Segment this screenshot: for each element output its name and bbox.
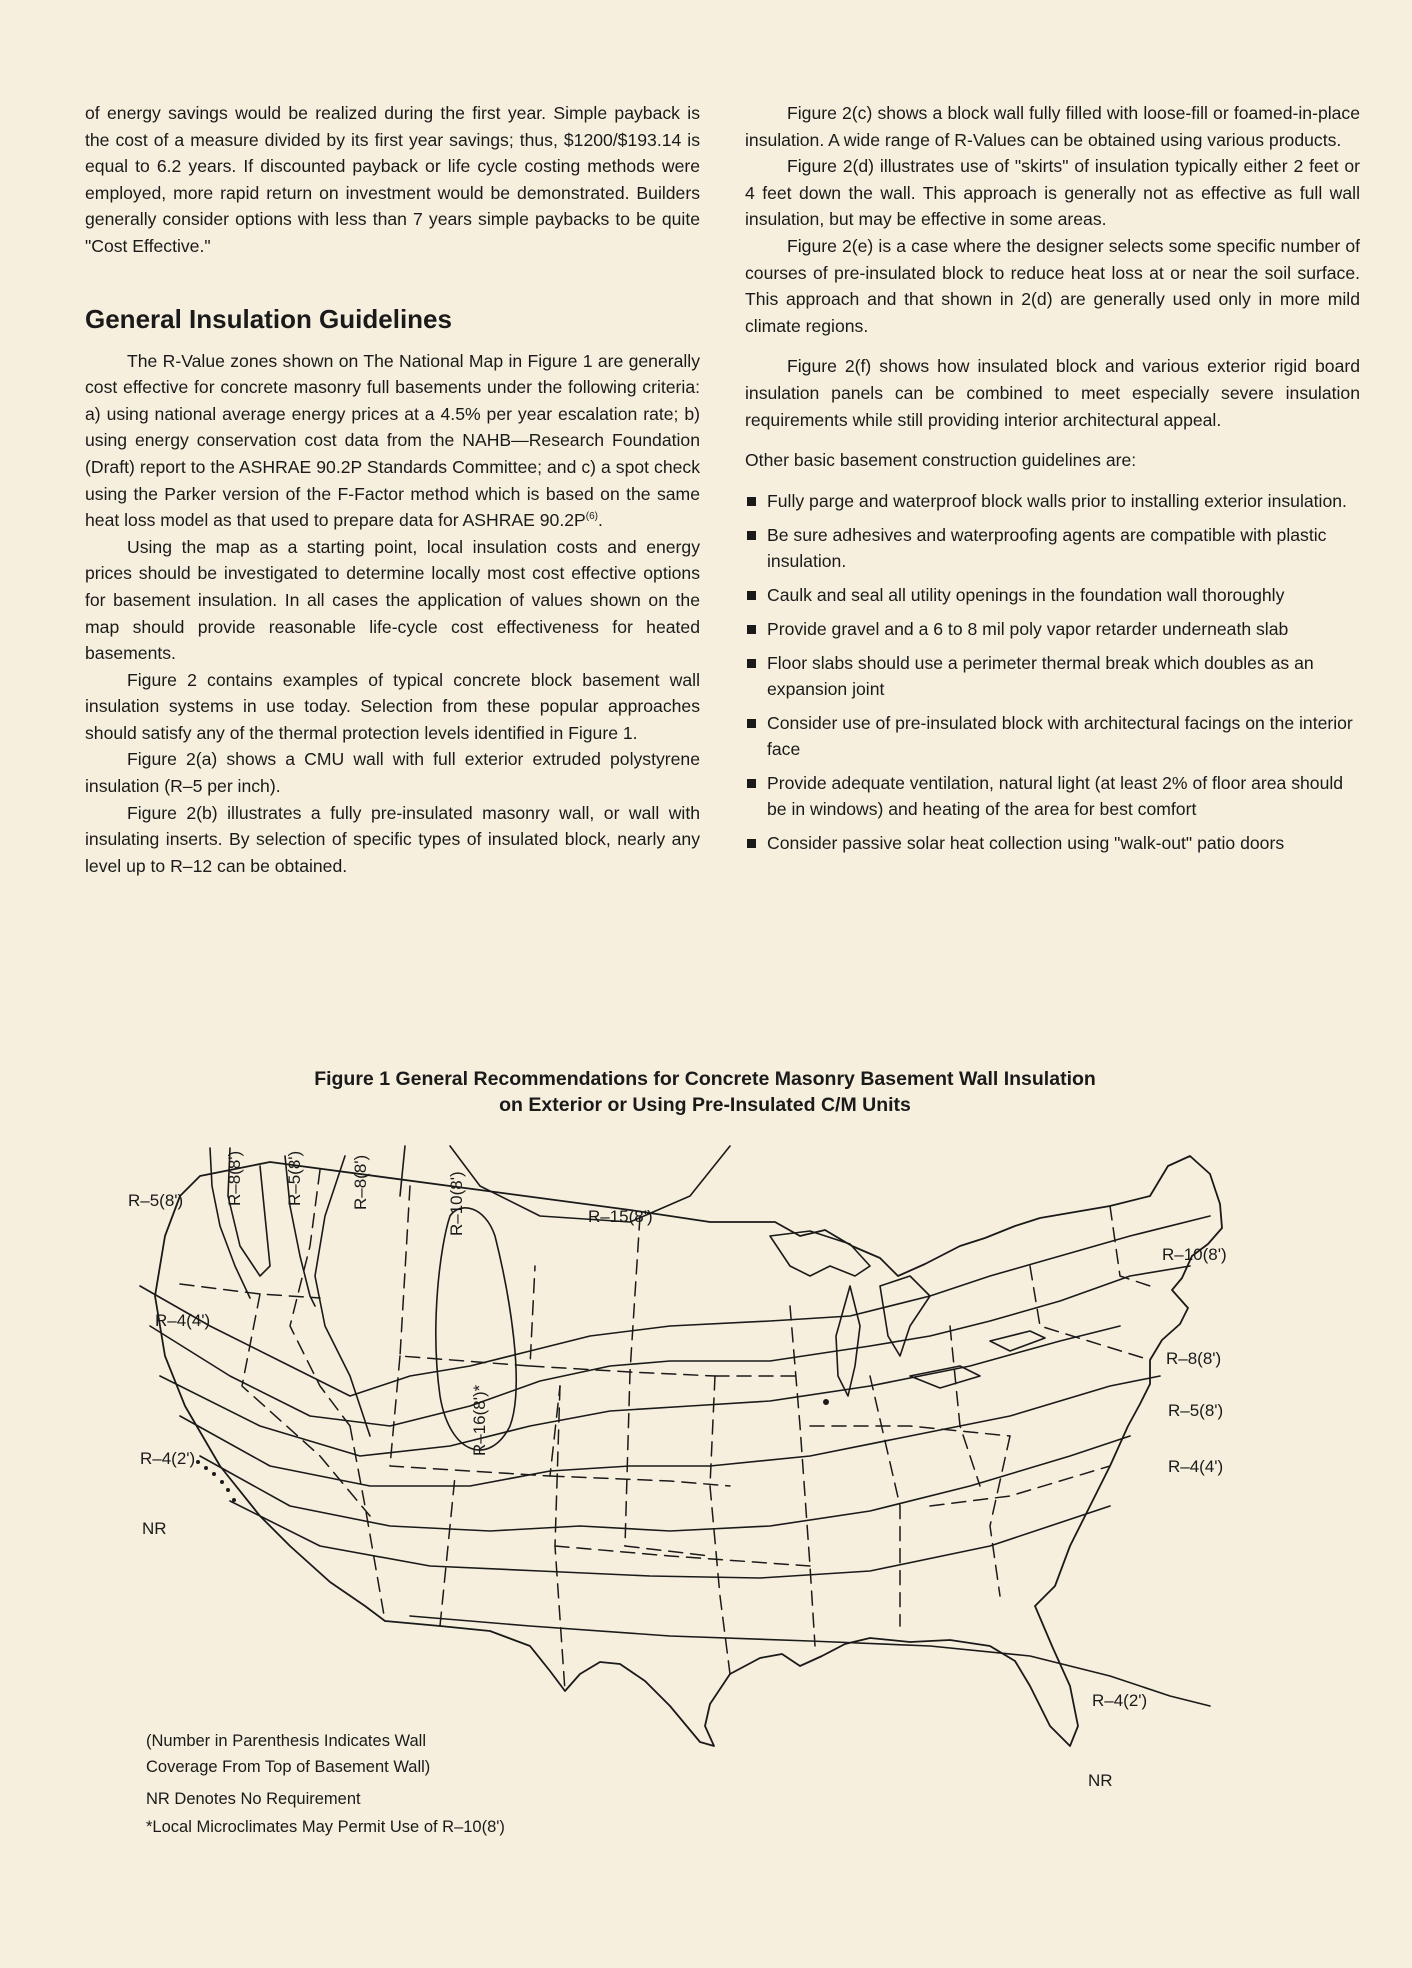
zone-label-r10-8-ne: R–10(8') xyxy=(1162,1245,1227,1264)
left-column xyxy=(85,100,700,879)
paragraph-figure-2c: Figure 2(c) shows a block wall fully filled with loose-fill or foamed-in-place insulation. A wide range of R-Values can be obtained using various products. xyxy=(745,103,1360,150)
bullet-square-icon xyxy=(747,591,756,600)
zone-label-r8-8-b: R–8(8') xyxy=(351,1154,370,1210)
intro-paragraph: of energy savings would be realized during the first year. Simple payback is the cost of a measure divided by its first year savings; thus, $1200/$193.14 is equal to 6.2 years. If discounted payback or life cycle costing methods were employed, more rapid return on investment would be demonstrated. Builders generally consider options with less than 7 years simple paybacks to be quite "Cost Effective." xyxy=(85,103,700,256)
bullet-square-icon xyxy=(747,659,756,668)
legend-line-1: (Number in Parenthesis Indicates Wall xyxy=(146,1732,427,1750)
legend-line-3: NR Denotes No Requirement xyxy=(146,1790,361,1808)
right-column xyxy=(745,100,1360,864)
us-insulation-map xyxy=(110,1126,1290,1836)
zone-label-r16-8: R–16(8')* xyxy=(470,1384,489,1456)
list-item: Be sure adhesives and waterproofing agents are compatible with plastic insulation. xyxy=(745,522,1360,574)
zone-label-r5-8-v: R–5(8') xyxy=(285,1150,304,1206)
list-item: Provide adequate ventilation, natural light (at least 2% of floor area should be in windows) and heating of the area for best comfort xyxy=(745,770,1360,822)
list-item: Caulk and seal all utility openings in the foundation wall thoroughly xyxy=(745,582,1360,608)
list-item: Fully parge and waterproof block walls prior to installing exterior insulation. xyxy=(745,488,1360,514)
paragraph-guidelines-intro: Other basic basement construction guidelines are: xyxy=(745,450,1137,471)
paragraph-rvalue-zones-text: The R-Value zones shown on The National Map in Figure 1 are generally cost effective for concrete masonry full basements under the following criteria: a) using national average energy prices at a 4.5% per year escalation rate; b) using energy conservation cost data from the NAHB—Research Foundation (Draft) report to the ASHRAE 90.2P Standards Committee; and c) a spot check using the Parker version of the F-Factor method which is based on the same heat loss model as that used to prepare data for ASHRAE 90.2P xyxy=(85,350,700,531)
figure-title-line-1: Figure 1 General Recommendations for Concrete Masonry Basement Wall Insulation xyxy=(314,1068,1096,1090)
paragraph-rvalue-zones: The R-Value zones shown on The National Map in Figure 1 are generally cost effective for concrete masonry full basements under the following criteria: a) using national average energy prices at a 4.5% per year escalation rate; b) using energy conservation cost data from the NAHB—Research Foundation (Draft) report to the ASHRAE 90.2P Standards Committee; and c) a spot check using the Parker version of the F-Factor method which is based on the same heat loss model as that used to prepare data for ASHRAE $90.2P^{(6)}$. xyxy=(85,350,700,531)
paragraph-map-starting-point: Using the map as a starting point, local insulation costs and energy prices should be investigated to determine locally most cost effective options for basement insulation. In all cases the application of values shown on the map should provide reasonable life-cycle cost effectiveness for heated basements. xyxy=(85,536,700,664)
coast-islands xyxy=(196,1460,236,1502)
great-lakes xyxy=(770,1231,1045,1396)
bullet-square-icon xyxy=(747,719,756,728)
paragraph-figure-2: Figure 2 contains examples of typical concrete block basement wall insulation systems in use today. Selection from these popular approaches should satisfy any of the thermal protection levels identified in Figure 1. xyxy=(85,669,700,743)
guidelines-list xyxy=(745,488,1360,856)
zone-label-r8-8-a: R–8(8') xyxy=(225,1150,244,1206)
map-dot xyxy=(823,1399,829,1405)
paragraph-figure-2f: Figure 2(f) shows how insulated block and various exterior rigid board insulation panels can be combined to meet especially severe insulation requirements while still providing interior architectural appeal. xyxy=(745,356,1360,430)
bullet-square-icon xyxy=(747,839,756,848)
figure-title xyxy=(190,1066,1220,1118)
paragraph-figure-2d: Figure 2(d) illustrates use of "skirts" of insulation typically either 2 feet or 4 feet down the wall. This approach is generally not as effective as full wall insulation, but may be effective in some areas. xyxy=(745,156,1360,230)
list-item: Consider use of pre-insulated block with architectural facings on the interior face xyxy=(745,710,1360,762)
list-item: Floor slabs should use a perimeter thermal break which doubles as an expansion joint xyxy=(745,650,1360,702)
legend-line-2: Coverage From Top of Basement Wall) xyxy=(146,1758,431,1776)
paragraph-figure-2e: Figure 2(e) is a case where the designer selects some specific number of courses of pre-insulated block to reduce heat loss at or near the soil surface. This approach and that shown in 2(d) are generally used only in more mild climate regions. xyxy=(745,235,1360,336)
paragraph-figure-2a: Figure 2(a) shows a CMU wall with full exterior extruded polystyrene insulation (R–5 per inch). xyxy=(85,749,700,797)
zone-label-nr-w: NR xyxy=(142,1519,167,1538)
paragraph-figure-2b: Figure 2(b) illustrates a fully pre-insulated masonry wall, or wall with insulating inserts. By selection of specific types of insulated block, nearly any level up to R–12 can be obtained. xyxy=(85,802,700,876)
list-item: Provide gravel and a 6 to 8 mil poly vapor retarder underneath slab xyxy=(745,616,1360,642)
zone-label-r4-4-w: R–4(4') xyxy=(155,1311,211,1330)
zone-label-r5-8-nw: R–5(8') xyxy=(128,1191,184,1210)
zone-label-r4-4-e: R–4(4') xyxy=(1168,1457,1224,1476)
bullet-square-icon xyxy=(747,779,756,788)
bullet-square-icon xyxy=(747,531,756,540)
reference-superscript: (6) xyxy=(585,511,598,523)
list-item: Consider passive solar heat collection using "walk-out" patio doors xyxy=(745,830,1360,856)
us-outline xyxy=(155,1156,1222,1746)
zone-label-r8-8-ne: R–8(8') xyxy=(1166,1349,1222,1368)
section-heading: General Insulation Guidelines xyxy=(85,303,452,334)
figure-title-line-2: on Exterior or Using Pre-Insulated C/M Units xyxy=(499,1094,911,1116)
bullet-square-icon xyxy=(747,625,756,634)
zone-label-r4-2-w: R–4(2') xyxy=(140,1449,196,1468)
zone-label-r5-8-e: R–5(8') xyxy=(1168,1401,1224,1420)
zone-contours xyxy=(140,1146,1210,1706)
bullet-square-icon xyxy=(747,497,756,506)
state-borders xyxy=(180,1170,1150,1691)
zone-label-r4-2-se: R–4(2') xyxy=(1092,1691,1148,1710)
zone-label-nr-se: NR xyxy=(1088,1771,1113,1790)
legend-line-4: *Local Microclimates May Permit Use of R–10(8') xyxy=(146,1818,505,1836)
zone-label-r10-8-v: R–10(8') xyxy=(447,1171,466,1236)
zone-label-r15-8: R–15(8') xyxy=(588,1207,653,1226)
